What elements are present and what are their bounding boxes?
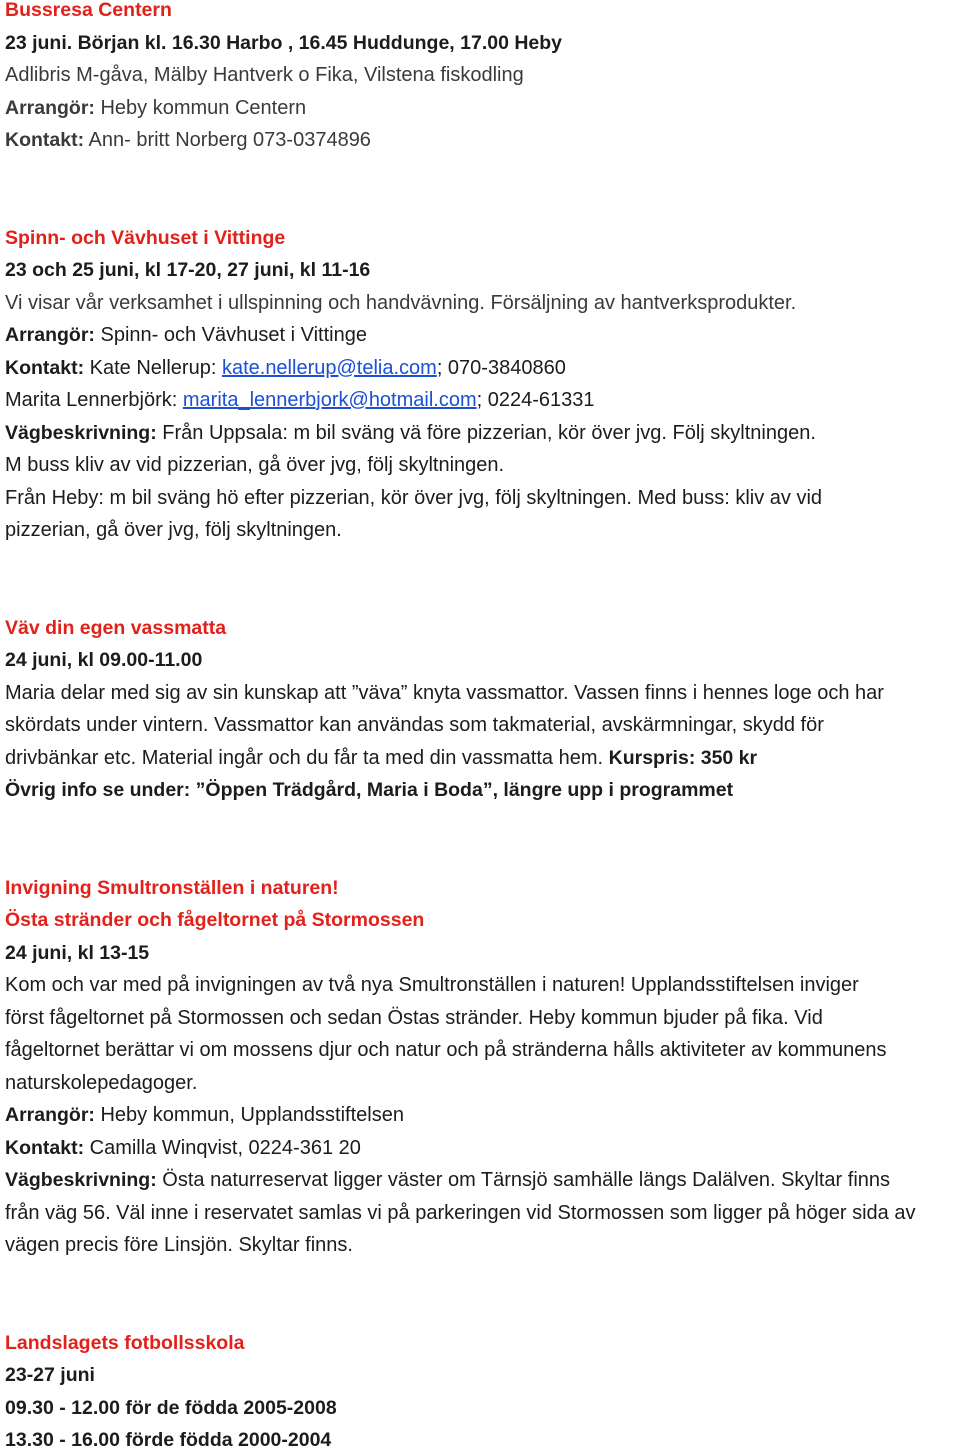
- contact-label: Kontakt:: [5, 1136, 85, 1159]
- vassmatta-more-info: Övrig info se under: ”Öppen Trädgård, Maria i Boda”, längre upp i programmet: [5, 779, 734, 801]
- directions-text: Östa naturreservat ligger väster om Tärnsjö samhälle längs Dalälven. Skyltar finns: [162, 1169, 891, 1191]
- contact-value: Camilla Winqvist, 0224-361 20: [89, 1136, 361, 1159]
- bussresa-contact: [5, 130, 960, 150]
- contact-phone: ; 070-3840860: [436, 356, 566, 379]
- vittinge-title: Spinn- och Vävhuset i Vittinge: [5, 226, 286, 249]
- email-link[interactable]: kate.nellerup@telia.com: [221, 356, 437, 379]
- vassmatta-description-line: [5, 748, 960, 768]
- smultron-subtitle: Östa stränder och fågeltornet på Stormossen: [5, 909, 425, 931]
- organizer-value: Heby kommun, Upplandsstiftelsen: [100, 1104, 404, 1126]
- organizer-label: Arrangör:: [5, 324, 95, 346]
- vassmatta-title: Väv din egen vassmatta: [5, 616, 227, 639]
- vittinge-directions-line: pizzerian, gå över jvg, följ skyltningen.: [5, 519, 342, 541]
- vittinge-directions-line: Från Heby: m bil sväng hö efter pizzerian, kör över jvg, följ skyltningen. Med buss: kliv av vid: [5, 486, 823, 509]
- fotboll-title: Landslagets fotbollsskola: [5, 1331, 245, 1354]
- vassmatta-date: 24 juni, kl 09.00-11.00: [5, 649, 203, 671]
- section-spacer: [5, 1268, 960, 1321]
- directions-text: Från Uppsala: m bil sväng vä före pizzerian, kör över jvg. Följ skyltningen.: [162, 421, 816, 444]
- smultron-description-line: naturskolepedagoger.: [5, 1071, 198, 1094]
- smultron-date: 24 juni, kl 13-15: [5, 941, 150, 964]
- directions-label: Vägbeskrivning:: [5, 421, 157, 444]
- contact-name: Kate Nellerup:: [89, 356, 217, 379]
- organizer-label: Arrangör:: [5, 1104, 95, 1126]
- smultron-contact: [5, 1138, 960, 1158]
- smultron-description-line: Kom och var med på invigningen av två nya Smultronställen i naturen! Upplandsstiftelsen inviger: [5, 974, 859, 996]
- vittinge-description: Vi visar vår verksamhet i ullspinning och handvävning. Försäljning av hantverksprodukter.: [5, 291, 797, 314]
- organizer-value: Spinn- och Vävhuset i Vittinge: [100, 324, 367, 346]
- bussresa-schedule: 23 juni. Början kl. 16.30 Harbo , 16.45 Huddunge, 17.00 Heby: [5, 31, 563, 54]
- vassmatta-description-line: skördats under vintern. Vassmattor kan användas som takmaterial, avskärmningar, skydd för: [5, 714, 824, 736]
- organizer-value: Heby kommun Centern: [100, 96, 307, 119]
- vittinge-contact-1: [5, 358, 960, 378]
- fotboll-session: 13.30 - 16.00 förde födda 2000-2004: [5, 1429, 332, 1451]
- section-spacer: [5, 553, 960, 606]
- smultron-description-line: fågeltornet berättar vi om mossens djur och natur och på stränderna hålls aktiviteter av kommunens: [5, 1039, 887, 1061]
- smultron-title: Invigning Smultronställen i naturen!: [5, 876, 339, 899]
- smultron-description-line: först fågeltornet på Stormossen och sedan Östas stränder. Heby kommun bjuder på fika. Vid: [5, 1006, 823, 1029]
- vassmatta-description-line: Maria delar med sig av sin kunskap att ”väva” knyta vassmattor. Vassen finns i hennes loge och har: [5, 681, 884, 704]
- smultron-directions-line: från väg 56. Väl inne i reservatet samlas vi på parkeringen vid Stormossen som ligger på höger sida av: [5, 1201, 916, 1224]
- smultron-organizer: [5, 1105, 960, 1125]
- vittinge-contact-2: [5, 390, 960, 410]
- bussresa-stops: Adlibris M-gåva, Mälby Hantverk o Fika, Vilstena fiskodling: [5, 64, 524, 86]
- smultron-directions-line: vägen precis före Linsjön. Skyltar finns.: [5, 1234, 353, 1256]
- section-spacer: [5, 813, 960, 866]
- directions-label: Vägbeskrivning:: [5, 1169, 157, 1191]
- section-spacer: [5, 163, 960, 216]
- email-link[interactable]: marita_lennerbjork@hotmail.com: [182, 389, 477, 411]
- contact-value: Ann- britt Norberg 073-0374896: [88, 129, 371, 151]
- vittinge-organizer: [5, 325, 960, 345]
- vittinge-dates: 23 och 25 juni, kl 17-20, 27 juni, kl 11-16: [5, 259, 371, 281]
- bussresa-organizer: [5, 98, 960, 118]
- contact-label: Kontakt:: [5, 129, 85, 151]
- vittinge-directions-line: M buss kliv av vid pizzerian, gå över jvg, följ skyltningen.: [5, 454, 505, 476]
- course-price: Kurspris: 350 kr: [608, 746, 758, 769]
- description-text: drivbänkar etc. Material ingår och du får ta med din vassmatta hem.: [5, 746, 604, 769]
- contact-phone: ; 0224-61331: [476, 389, 595, 411]
- organizer-label: Arrangör:: [5, 96, 95, 119]
- vittinge-directions: [5, 423, 960, 443]
- contact-name: Marita Lennerbjörk:: [5, 389, 178, 411]
- fotboll-dates: 23-27 juni: [5, 1364, 95, 1386]
- smultron-directions: [5, 1170, 960, 1190]
- contact-label: Kontakt:: [5, 356, 85, 379]
- bussresa-title: Bussresa Centern: [5, 0, 172, 21]
- fotboll-session: 09.30 - 12.00 för de födda 2005-2008: [5, 1396, 337, 1419]
